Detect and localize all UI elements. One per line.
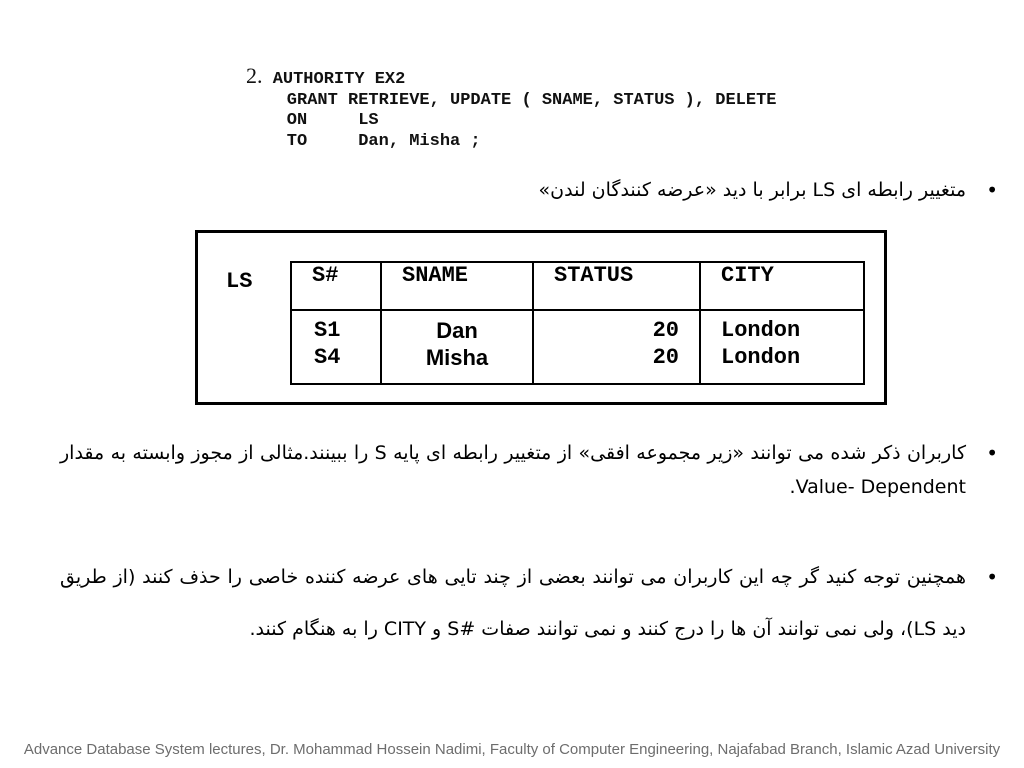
bullet-2-value-dependent: Value- Dependent [795, 476, 966, 498]
code-line-2: GRANT RETRIEVE, UPDATE ( SNAME, STATUS ), DELETE [246, 90, 777, 110]
bullet-2 [60, 436, 966, 504]
cell-status-1: 20 [652, 318, 679, 343]
code-line-3: ON LS [246, 111, 379, 130]
cell-status-2: 20 [652, 345, 679, 370]
cell-sno [291, 310, 381, 384]
cell-city [700, 310, 864, 384]
bullet-1 [446, 176, 966, 204]
bullet-3 [60, 551, 966, 655]
cell-city-1: London [721, 318, 801, 343]
bullet-1-ls: LS [812, 179, 836, 201]
ls-table [290, 261, 865, 385]
cell-sname [381, 310, 533, 384]
ls-header-row [291, 262, 864, 310]
ls-label: LS [226, 269, 253, 294]
bullet-3-text-a: همچنین توجه کنید گر چه این کاربران می توانند بعضی از چند تایی های عرضه کننده خاصی را حذف کنند (از طریق دید [60, 566, 966, 640]
bullet-2-text-b: را ببینند.مثالی از مجوز وابسته به مقدار [60, 442, 375, 464]
bullet-3-city: CITY [383, 618, 427, 640]
bullet-3-text-b: )، ولی نمی توانند آن ها را درج کنند و نمی توانند صفات [475, 618, 914, 640]
header-city: CITY [700, 262, 864, 310]
bullet-3-text-c: و [426, 618, 448, 640]
ls-data-row [291, 310, 864, 384]
code-line-1: AUTHORITY EX2 [262, 70, 406, 89]
code-line-4: TO Dan, Misha ; [246, 131, 481, 151]
header-sname: SNAME [381, 262, 533, 310]
bullet-3-ls: LS [913, 618, 937, 640]
example-number: 2. [246, 63, 263, 88]
cell-sno-2: S4 [314, 345, 341, 370]
bullet-1-text-a: متغییر رابطه ای [835, 179, 966, 201]
header-status: STATUS [533, 262, 700, 310]
bullet-2-text-a: کاربران ذکر شده می توانند «زیر مجموعه افقی» از متغییر رابطه ای پایه [386, 442, 966, 464]
header-sno: S# [291, 262, 381, 310]
bullet-3-text-d: را به هنگام کنند. [249, 618, 384, 640]
authority-code-block [246, 63, 777, 152]
cell-sname-1: Dan [436, 318, 478, 343]
bullet-3-sno: S# [447, 618, 476, 640]
bullet-2-text-c: . [789, 476, 796, 498]
cell-sno-1: S1 [314, 318, 341, 343]
cell-city-2: London [721, 345, 801, 370]
slide-footer: Advance Database System lectures, Dr. Mohammad Hossein Nadimi, Faculty of Computer Engineering, Najafabad Branch, Islamic Azad University [23, 741, 1001, 758]
ls-view-figure [195, 230, 887, 405]
bullet-2-s: S [374, 442, 387, 464]
cell-sname-2: Misha [425, 345, 489, 370]
cell-status [533, 310, 700, 384]
bullet-1-text-b: برابر با دید «عرضه کنندگان لندن» [538, 179, 813, 201]
